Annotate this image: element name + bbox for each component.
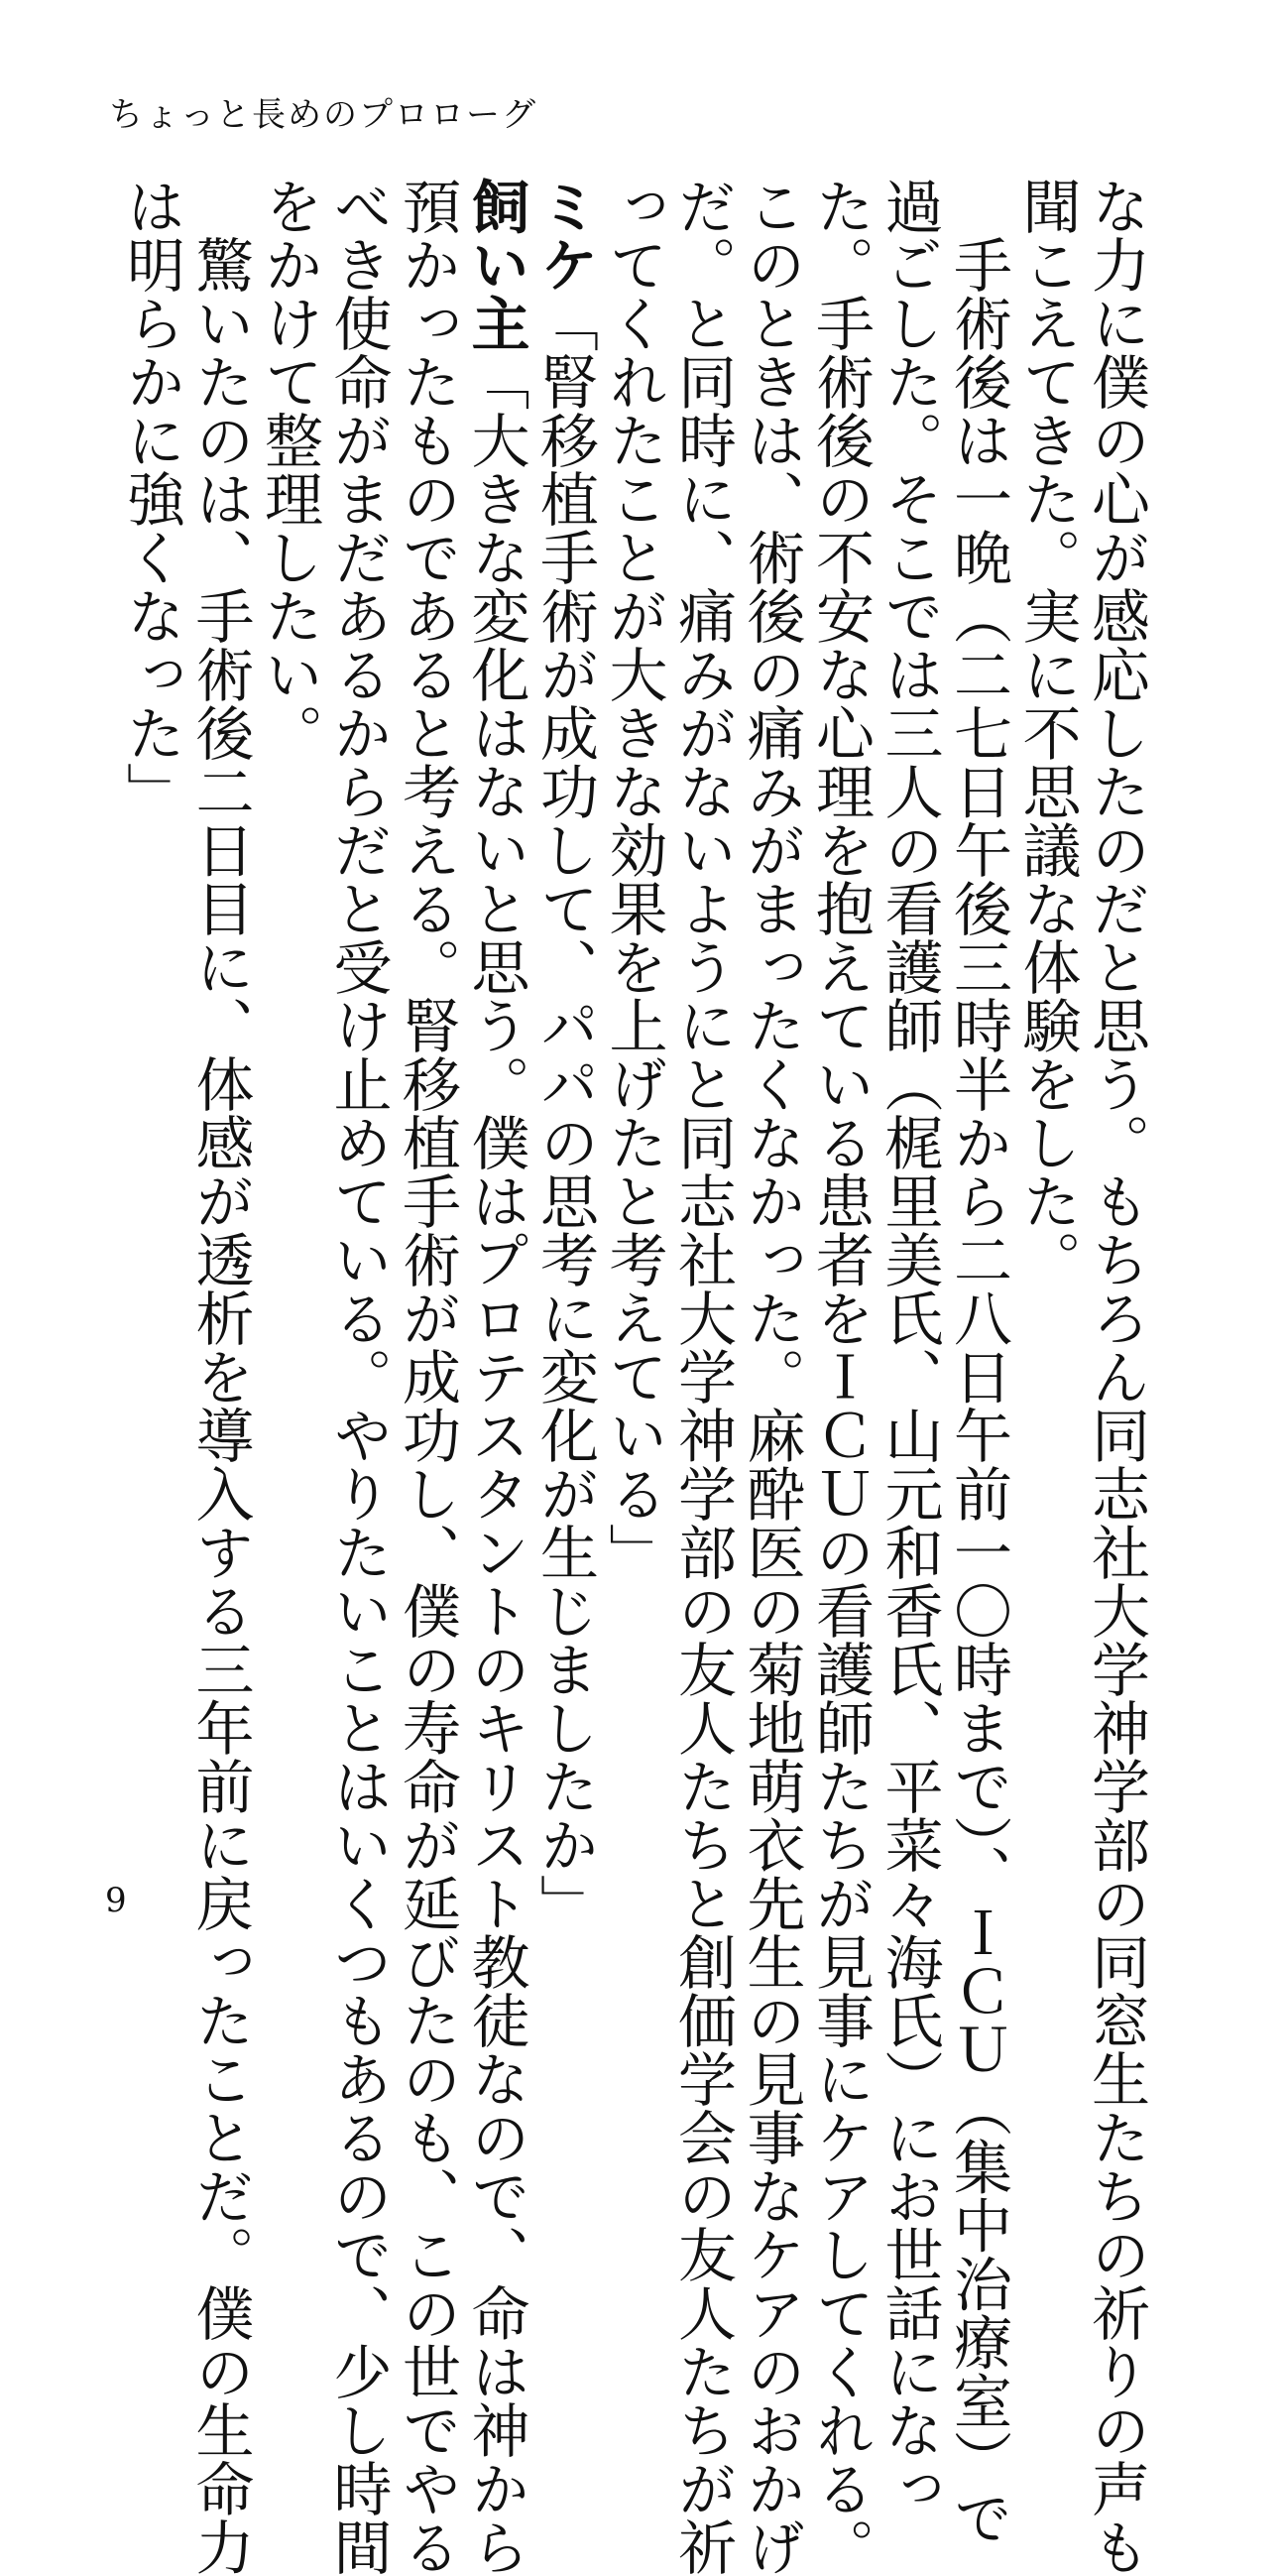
vertical-text-body [117,177,1150,2576]
body-line: た。手術後の不安な心理を抱えている患者をＩＣＵの看護師たちが見事にケアしてくれる。 [806,177,875,2576]
dialogue-line: べき使命がまだあるからだと受け止めている。やりたいことはいくつもあるので、少し時間 [323,177,393,2576]
running-header: ちょっと長めのプロローグ [109,95,537,135]
closing-line: は明らかに強くなった」 [117,177,185,820]
page-number: 9 [105,1881,127,1920]
dialogue-line-mike [530,177,600,1932]
body-line: このときは、術後の痛みがまったくなかった。麻酔医の菊地萌衣先生の見事なケアのおかげ [737,177,806,2576]
body-line: ってくれたことが大きな効果を上げたと考えている」 [599,177,668,1581]
speaker-label: ミケ [530,177,599,294]
body-line: 過ごした。そこでは三人の看護師（梶里美氏、山元和香氏、平菜々海氏）にお世話になっ [875,177,944,2517]
closing-line: 驚いたのは、手術後二日目に、体感が透析を導入する三年前に戻ったことだ。僕の生命力 [185,235,255,2576]
dialogue-text: 「大きな変化はないと思う。僕はプロテスタントのキリスト教徒なので、命は神から [461,352,530,2576]
speaker-label: 飼い主 [461,177,530,352]
body-line: 手術後は一晩（二七日午後三時半から二八日午前一〇時まで）、ＩＣＵ（集中治療室）で [944,235,1012,2547]
dialogue-line: をかけて整理したい。 [255,177,323,762]
dialogue-line-owner [461,177,530,2576]
dialogue-text: 「腎移植手術が成功して、パパの思考に変化が生じましたか」 [530,294,599,1932]
body-line: 聞こえてきた。実に不思議な体験をした。 [1012,177,1082,1288]
dialogue-line: 預かったものであると考える。腎移植手術が成功し、僕の寿命が延びたのも、この世でやる [393,177,461,2576]
body-line: な力に僕の心が感応したのだと思う。もちろん同志社大学神学部の同窓生たちの祈りの声も [1082,177,1150,2576]
body-line: だ。と同時に、痛みがないようにと同志社大学神学部の友人たちと創価学会の友人たちが祈 [668,177,737,2576]
